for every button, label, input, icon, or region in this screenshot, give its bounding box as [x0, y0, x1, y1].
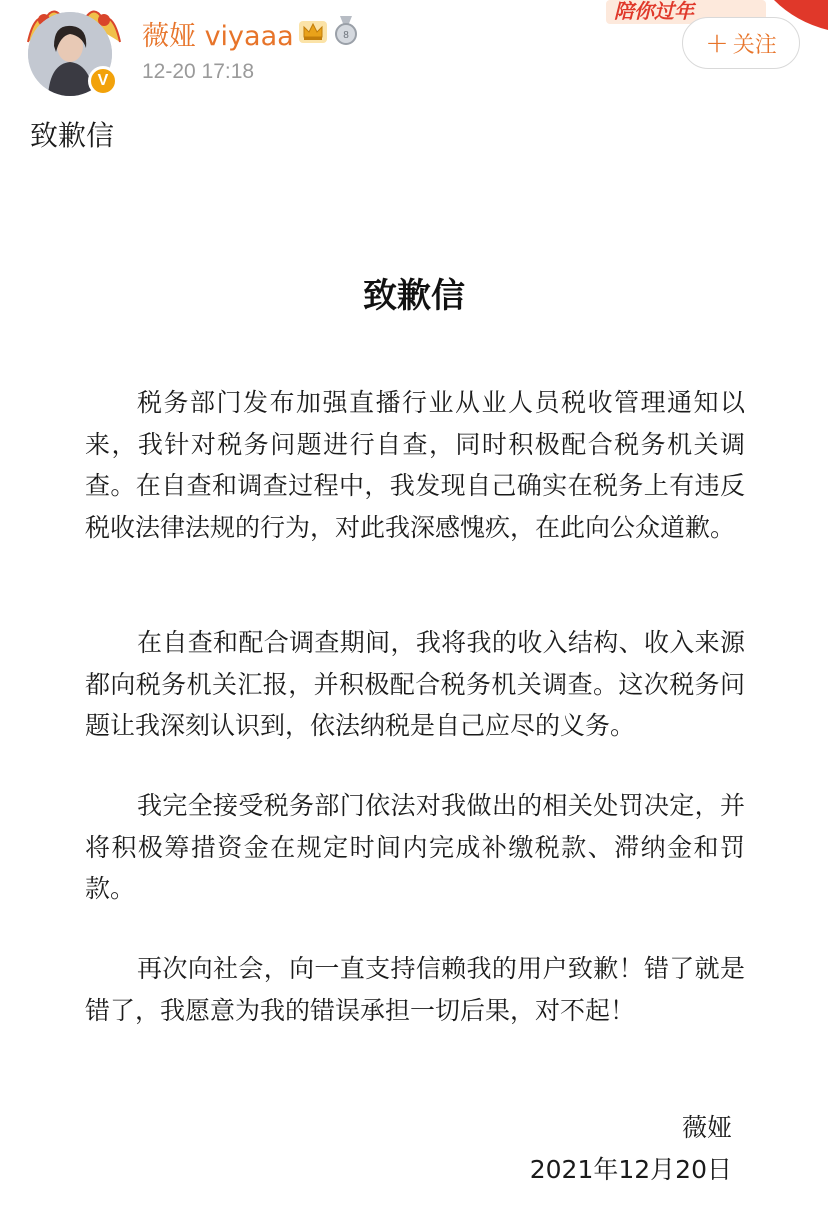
svg-text:8: 8 — [343, 30, 349, 41]
letter-paragraph-2: 在自查和配合调查期间，我将我的收入结构、收入来源都向税务机关汇报，并积极配合税务机关调查。这次税务问题让我深刻认识到，依法纳税是自己应尽的义务。 — [85, 628, 745, 740]
follow-label: 关注 — [732, 32, 777, 58]
post-text: 致歉信 — [30, 119, 115, 152]
follow-button[interactable] — [682, 17, 800, 69]
letter-date: 2021年12月20日 — [529, 1155, 732, 1184]
letter-paragraph-1: 税务部门发布加强直播行业从业人员税收管理通知以来，我针对税务问题进行自查，同时积极配合税务机关调查。在自查和调查过程中，我发现自己确实在税务上有违反税收法律法规的行为，对此我深感愧疚，在此向公众道歉。 — [85, 388, 745, 542]
verified-badge: V — [88, 66, 118, 96]
post-header — [0, 0, 828, 110]
post-time: 12-20 17:18 — [142, 60, 255, 83]
crown-icon — [298, 17, 328, 45]
avatar-container[interactable] — [24, 4, 124, 104]
plus-icon: + — [705, 26, 729, 59]
letter-title: 致歉信 — [363, 276, 465, 316]
letter-paragraph-3: 我完全接受税务部门依法对我做出的相关处罚决定，并将积极筹措资金在规定时间内完成补缴税款、滞纳金和罚款。 — [85, 791, 745, 903]
user-name[interactable]: 薇娅 viyaaa — [142, 21, 294, 52]
medal-icon — [332, 14, 360, 46]
promo-text: 陪你过年 — [614, 0, 694, 23]
letter-paragraph-4: 再次向社会，向一直支持信赖我的用户致歉！错了就是错了，我愿意为我的错误承担一切后果，对不起！ — [85, 954, 745, 1025]
letter-signature: 薇娅 — [681, 1113, 732, 1142]
